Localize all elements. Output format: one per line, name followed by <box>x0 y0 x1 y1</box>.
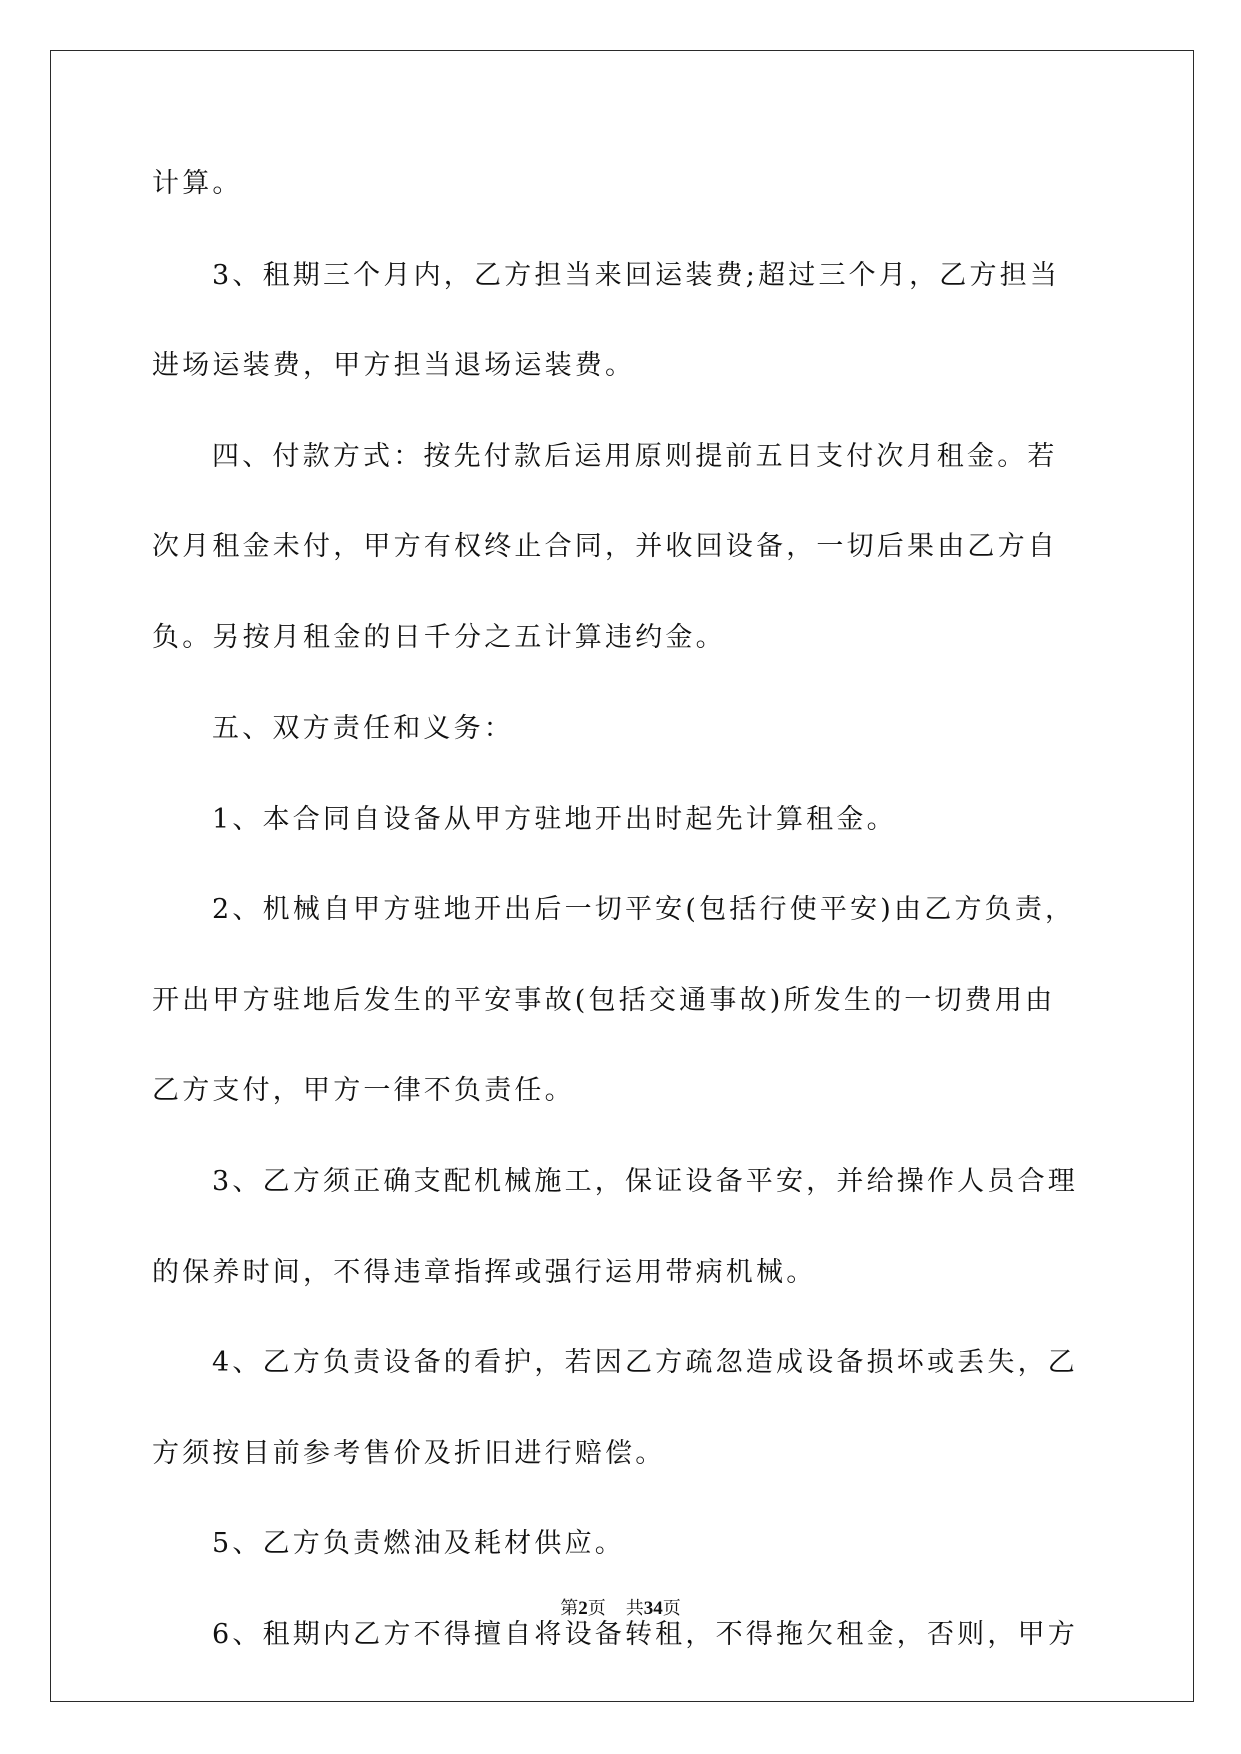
text-line-duty-6: 6、租期内乙方不得擅自将设备转租，不得拖欠租金，否则，甲方 <box>212 1619 1078 1650</box>
text-line: 负。另按月租金的日千分之五计算违约金。 <box>152 622 726 653</box>
text-line: 方须按目前参考售价及折旧进行赔偿。 <box>152 1438 666 1469</box>
text-line-payment-heading: 四、付款方式：按先付款后运用原则提前五日支付次月租金。若 <box>212 441 1058 472</box>
total-prefix: 共 <box>625 1598 644 1619</box>
page-prefix: 第 <box>560 1598 579 1619</box>
text-line-continuation: 计算。 <box>152 168 243 199</box>
text-line-duties-heading: 五、双方责任和义务： <box>212 713 514 744</box>
text-line-duty-5: 5、乙方负责燃油及耗材供应。 <box>212 1528 625 1559</box>
text-line-duty-2: 2、机械自甲方驻地开出后一切平安(包括行使平安)由乙方负责， <box>212 894 1076 925</box>
page-suffix: 页 <box>587 1598 606 1619</box>
text-line: 次月租金未付，甲方有权终止合同，并收回设备，一切后果由乙方自 <box>152 531 1058 562</box>
text-line-duty-4: 4、乙方负责设备的看护，若因乙方疏忽造成设备损坏或丢失，乙 <box>212 1347 1078 1378</box>
page-footer <box>0 1597 1241 1621</box>
page-number: 2 <box>578 1598 588 1619</box>
text-line: 开出甲方驻地后发生的平安事故(包括交通事故)所发生的一切费用由 <box>152 985 1056 1016</box>
text-line-duty-1: 1、本合同自设备从甲方驻地开出时起先计算租金。 <box>212 804 897 835</box>
text-line: 乙方支付，甲方一律不负责任。 <box>152 1075 575 1106</box>
total-pages: 34 <box>643 1598 663 1619</box>
text-line: 进场运装费，甲方担当退场运装费。 <box>152 350 636 381</box>
text-line-clause-3-transport: 3、租期三个月内，乙方担当来回运装费;超过三个月，乙方担当 <box>212 260 1061 291</box>
total-suffix: 页 <box>662 1598 681 1619</box>
text-line: 的保养时间，不得违章指挥或强行运用带病机械。 <box>152 1257 817 1288</box>
text-line-duty-3: 3、乙方须正确支配机械施工，保证设备平安，并给操作人员合理 <box>212 1166 1078 1197</box>
